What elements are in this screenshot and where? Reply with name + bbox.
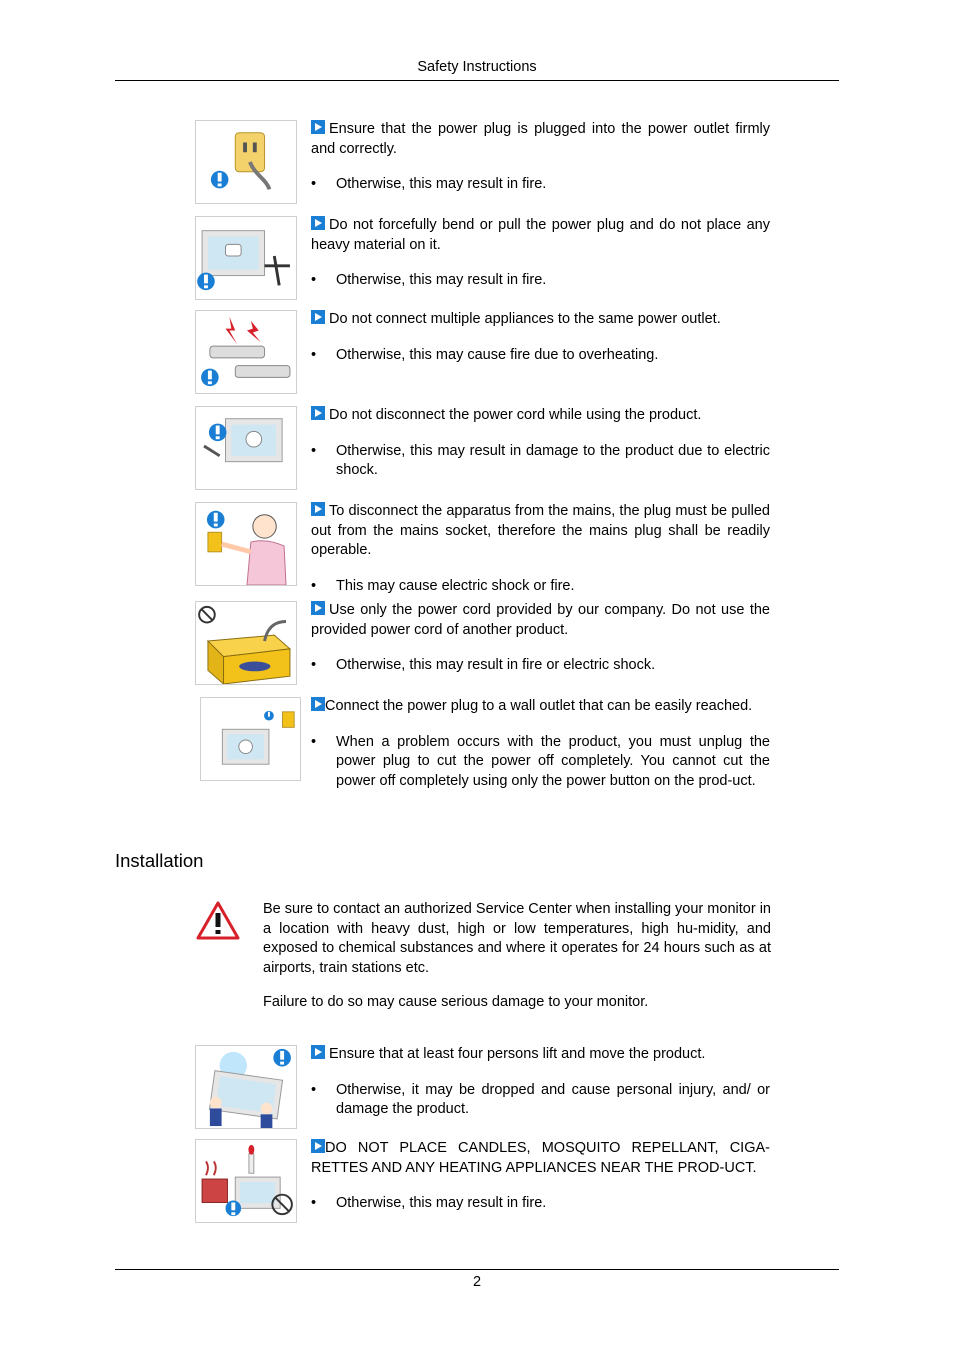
- triangle-play-icon: [311, 601, 325, 615]
- item-heading: Use only the power cord provided by our company. Do not use the provided power cord of another product.: [311, 602, 770, 638]
- item-bullet: Otherwise, this may result in damage to the product due to electric shock.: [336, 442, 770, 479]
- item-heading: Ensure that the power plug is plugged into the power outlet firmly and correctly.: [311, 121, 770, 157]
- wall-outlet-reach-illustration: [200, 697, 301, 781]
- item-heading: Do not connect multiple appliances to the same power outlet.: [329, 311, 721, 327]
- item-heading: Connect the power plug to a wall outlet that can be easily reached.: [325, 698, 753, 714]
- triangle-play-icon: [311, 697, 325, 711]
- item-heading: To disconnect the apparatus from the mains, the plug must be pulled out from the mains socket, therefore the mains plug shall be readily operable.: [311, 503, 770, 559]
- triangle-play-icon: [311, 120, 325, 134]
- triangle-play-icon: [311, 1139, 325, 1153]
- header-rule: [115, 80, 839, 81]
- page-header-title: Safety Instructions: [417, 59, 537, 75]
- four-persons-lifting-illustration: [195, 1045, 297, 1129]
- triangle-play-icon: [311, 310, 325, 324]
- item-bullet: Otherwise, this may result in fire.: [336, 272, 547, 289]
- woman-unplugging-illustration: [195, 502, 297, 586]
- item-bullet: Otherwise, it may be dropped and cause personal injury, and/ or damage the product.: [336, 1081, 770, 1118]
- item-heading: Do not disconnect the power cord while using the product.: [329, 407, 702, 423]
- triangle-play-icon: [311, 502, 325, 516]
- item-bullet: Otherwise, this may result in fire or electric shock.: [336, 657, 656, 674]
- footer-rule: [115, 1269, 839, 1270]
- item-heading: Ensure that at least four persons lift and move the product.: [329, 1046, 706, 1062]
- warning-triangle-icon: [196, 900, 240, 940]
- item-bullet: Otherwise, this may result in fire.: [336, 176, 547, 193]
- samsung-box-cord-illustration: [195, 601, 297, 685]
- triangle-play-icon: [311, 1045, 325, 1059]
- candles-heaters-illustration: [195, 1139, 297, 1223]
- installation-warning-text: Be sure to contact an authorized Service Center when installing your monitor in a location with heavy dust, high or low temperatures, high hu-midity, and exposed to chemical substances and where it operates for 24 hours such as at airports, train stations etc.: [263, 901, 771, 976]
- triangle-play-icon: [311, 406, 325, 420]
- installation-heading: Installation: [115, 850, 204, 871]
- installation-warning-note: Failure to do so may cause serious damage to your monitor.: [263, 994, 649, 1011]
- item-bullet: Otherwise, this may cause fire due to overheating.: [336, 346, 659, 363]
- plug-outlet-illustration: [195, 120, 297, 204]
- item-heading: DO NOT PLACE CANDLES, MOSQUITO REPELLANT, CIGA-RETTES AND ANY HEATING APPLIANCES NEAR THE PROD-UCT.: [311, 1140, 770, 1176]
- multiple-plugs-illustration: [195, 310, 297, 394]
- triangle-play-icon: [311, 216, 325, 230]
- monitor-bent-cord-illustration: [195, 216, 297, 300]
- disconnect-while-using-illustration: [195, 406, 297, 490]
- item-bullet: This may cause electric shock or fire.: [336, 577, 575, 594]
- page-number: 2: [472, 1274, 482, 1290]
- item-bullet: When a problem occurs with the product, you must unplug the power plug to cut the power off completely. You cannot cut the power off completely using only the power button on the prod-uct.: [336, 733, 770, 789]
- item-heading: Do not forcefully bend or pull the power plug and do not place any heavy material on it.: [311, 217, 770, 253]
- item-bullet: Otherwise, this may result in fire.: [336, 1195, 547, 1212]
